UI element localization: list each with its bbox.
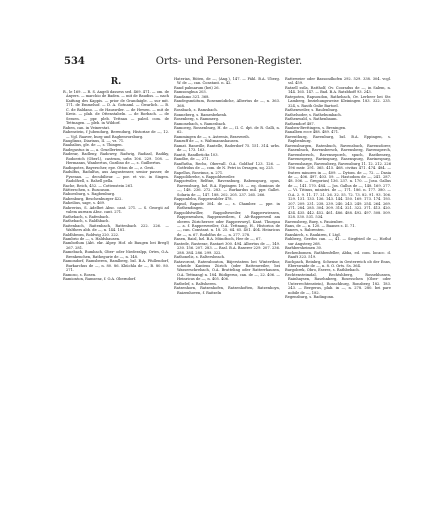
index-entry: Ruchpach, Reinbrg, Schense in Oesterreich ob der Enns, Eberswaide de —, n. 8. O. Orts. Ss. 364.	[285, 259, 391, 269]
index-entry: Rappolöhrehe, s. Rappoldsweiler.	[174, 174, 236, 179]
index-entry: Rappotwiler, Relfine, Ravensburg, Rabenspurg, opus, Ravensburg, bzl. B.A. Eppingen 10. — eq. dominus de —, 148. 236. 272. 283. — Burkardus mil. ppr. Gallet. Solaria de —, 147. 188. 202. 205. 237. 265. 266.	[174, 179, 280, 197]
index-entry: Ranflutha, Rechs, Obervall. O.A. Goldhof 123. 126. — Gotfridus de —, com. de N. Petri in Orsagen, sq. 225.	[174, 161, 280, 171]
index-entry: Ranzuff de —, s. Waltmannshausen.	[174, 139, 240, 144]
index-entry: Rossbach, s. Ramsbach.	[174, 108, 218, 113]
index-entry: Ranskirch, s. Raukiren, f. Ltgl.	[285, 232, 341, 237]
index-entry: Randamo 321. 368.	[174, 94, 210, 99]
index-entry: Raabalius, gle. de —, s. Thingen.	[63, 143, 123, 148]
index-entry: Rathenwald, s. Rathenbaum.	[285, 117, 338, 122]
index-entry: Ramoerg, Rossenburg, H. de —, II. C. dpt. de R. Galli, n. 62.	[174, 125, 280, 135]
index-entry: Ratbelef, s. Raltsheren.	[174, 281, 217, 286]
index-entry: Rätterschen, s. Rusouson.	[63, 187, 111, 192]
index-entry: Rambrio de —, s. Haldshausen.	[63, 236, 121, 241]
index-entry: Rapellus, Rosvinus, n. 271.	[174, 170, 224, 175]
index-entry: Rosenberg, s. Rammerg.	[174, 117, 220, 122]
index-entry: Rabenburg, Beschenburger 422.	[63, 196, 123, 201]
index-entry: Rathendorf 487.	[285, 121, 315, 126]
index-entry: Ramoso, s. Rosen.	[63, 272, 97, 277]
index-column-3	[285, 77, 391, 469]
index-entry: Raventhurg, Ravenburg, bzl. B.A. Eppingen, s. Rapbenburg.	[285, 134, 391, 144]
index-entry: Rechenbomen, Rathbenfeller, Abba, ed. com. locacc. d. Rauft 323. 519.	[285, 250, 391, 260]
index-entry: Regensburg, s. Radingonn.	[285, 295, 335, 300]
index-entry: Rechtensteimdal, Rechtshberg, Rossehlussen, Rainhaysen, Rasehnberg, Rosesschen (Ober- oder Unterrechtenstein), Ronschburg, Ronsberg 182. 183. 243. — Bergerus, plab. in —, n. 278. 280. bei pare nobile de —, 182.	[285, 272, 391, 295]
index-entry: Radegustus in —, a. Gruellertensi.	[63, 147, 126, 152]
index-entry: Radulfus, Radulfus, aus Angustenser, senior passer, de Fysenau. — decubilieur. — por. et vic. in Singen. Radolfzell, s. Rahell pella.	[63, 170, 169, 184]
page-number: 534	[64, 56, 85, 67]
index-entry: Rahrerius, S. Adelbet Absc. cant. 271. — S. Georgii ad valem auream Absc. cant. 271.	[63, 205, 169, 215]
index-entry: Rans, de —, n. 120. — Baanes s. II. 71.	[285, 223, 356, 228]
index-entry: Raldhbeom, Roldwig 220. 222.	[63, 232, 120, 237]
index-entry: Ronneberg, s. Ramesbekenh.	[174, 112, 228, 117]
index-entry: Rabenstein, f Jubendurg, Berendurg, Historiae de —, 12. — Vgl. Raaver, burg und Ragbenvorsburg.	[63, 130, 169, 139]
index-entry: R., le 169. — R. S. Angeli dassess sed. 469. 471. — om. de Anyers. — marchio de Baden. — mit de Baudiss. — nach Kaifung des Kappis. — prior de Grandaigle. — sur mit. 171. de Emmelsof. — D. A. Gotnaml. — Gwarlich. — B. C. de Baldano. — de Hauswiler. — de Hewen. — mit de Kreis. — plab. de Ottenstabeln. — de Rorbach. — de Sessen. — ppr. pleb. Tettnau — paled. com. de Tettnagen. — pleb. in Wildorf.	[63, 90, 169, 126]
index-entry: Raheilius, sage, s. 469.	[63, 201, 106, 206]
index-entry: Ramonebach, s. Ramesbach.	[174, 121, 227, 126]
index-entry: Radinpotes, Bayerscher, epe. Otton de —, z. Gesü.	[63, 165, 155, 170]
index-entry: Ramionton, Ramsenz, f. O.A. Oberndorf.	[63, 277, 137, 282]
index-entry: Raderar, Radleny, Radowey, Radwig, Radiasl, Radiky, Rodoerich (Oberl.), castrum, urbs 106. 229. 108. — Hermanns, Wanbertus, Gozilino de —, s. Guilbertus.	[63, 152, 169, 166]
index-entry: Rastede, Rasterae, Rastaet 300. 494. Albertus de —, 149. 230. 156. 207. 283. — Rasl. B.A. Baserer 229. 207. 236. 288. 384. 286. 299. 322.	[174, 241, 280, 255]
index-entry: Raitenbach, Raitenbach, Rattenbach 222. 226. — Walthers abb. de —, n. 144. 181.	[63, 223, 169, 233]
index-entry: Barhbersheimen 30.	[285, 246, 323, 251]
index-entry: Ratepoten, Rapsoudon, Rathebach, Ov. Lerbeer bei Str. Lamberg, beziehungsweise Kleiningen 183. 322. 235. 324, s. Rauth Onlie Bartoel.	[285, 94, 391, 108]
page-header	[64, 56, 394, 70]
index-entry: Raners, s. Rabrenten.	[285, 228, 325, 233]
index-entry: Ratzell ssila, Rattholf, Ov. Cooradus de —, in Salem, n. 144. 165. 147. — Bad. B.A. Ratzbhoff 93. 243.	[285, 85, 391, 95]
index-entry: Rauglinus, Diarinus, II. —, vz. 71.	[63, 138, 125, 143]
index-entry: Ramat. Ranwille, Rantelle, Raderdorf 75. 151. 314. urbs. de —, 173. 163.	[174, 143, 280, 153]
index-entry: Raboesburg, s. Ragbenburg.	[63, 192, 116, 197]
index-entry: Rammingen de —, s. Astrenis, Brarsweih.	[174, 134, 250, 139]
index-entry: Rauben-Brettingen, s. Breningen.	[285, 125, 347, 130]
index-entry: Rathebach, s. Raldhbach.	[63, 219, 110, 224]
index-entry: Ratavoront, Raterabouton, Bäjerstatem bei Winterthur, scheide Kantens Zürich (oder Rattenweiler, bei Wasserschrebach, O.A. Bratteling oder Ratterrhausen, O.A. Tettnang) n. 184. Rüdigerus, can. de —, 22. 406. — Heinricus de —, n. 405. 406.	[174, 259, 280, 282]
index-entry: Rache, Reich, 452. — Cottenstein 261.	[63, 183, 134, 188]
index-entry: Ramebach, Rumbach, Ober- oder Niederalpp, Ortes, O.A. Brenkenchen, Rathegurie de —, n. 148.	[63, 250, 169, 259]
index-entry: Rathehach, s. Rafenbach.	[63, 214, 110, 219]
index-entry: Raben, can. in Veinerstat.	[63, 125, 111, 130]
index-entry: Ramsongbua 203.	[174, 90, 207, 95]
index-entry: Randegsmüitum, Rosenmüdiche, Albertus de —, n. 363. 368.	[174, 99, 280, 108]
index-entry: Rathelsoder, s. Rathebumbach.	[285, 112, 342, 117]
index-entry: Haterias, Rüten, de —, (Ang.), 147. — Fähl. B.A. Überg. W. de —, can. Constant. n. 42.	[174, 77, 280, 86]
index-entry: Rathonelis, s. Raltersbeach.	[174, 255, 226, 260]
index-entry: Ranalben ecce 488. 489. 471.	[285, 130, 340, 135]
index-entry: Rand palmarum (bei) 26.	[174, 85, 220, 90]
index-entry: Ravensberg, Buey, s. Pauienbre.	[285, 219, 344, 224]
index-entry: Ravensburgen, Ratenbuch, Ravensbuch, Ravensdorer, Rasenbuch, Ravensbersch, Ravensberg, Ravensperch, Ravensbersch, Ravenseporch, spuch, Rastbenerg, Ravenesperg, Ravinspurg, Rasenspurg, Ravinespurg, Ravensbarge, Ravensberg, Ravensburg 11. 12. 212. 226 196 mstr. 291. 365. 415. 468. civitas 471. 474. 484. — fratres minores in —, 409. — Dytom. de —, 72. — Dasia de —, 406. 497. 403. 59. — Hastodom de —, 241. 287. 48. 506. — Gregorius) 136. 237. n. 170. — Josu. Gallus de —, 141. 170. 484. — Jos. Gallus de —, 148. 169. 277. — Vi. Titinus, ministri. de —, 171. 186. n. 177. 380. — O.A. 2. 9. 11. 17. 21. 26. 32. 55. 72. 73. 82. 91. 93. 106. 129. 131. 133. 136. 143. 144. 150. 169. 173. 174. 193. 207. 209. 231. 238. 239. 240. 243. 249. 254. 264. 269. 271. 284. 285. 304. 309. 314. 321. 322. 371. 413. 420. 434. 435. 442. 452. 461. 486. 488. 492. 497. 508. 509. 528. 530. 531. 534.	[285, 143, 391, 220]
index-entry: Ramondorf, Ramsberen, Ramlberg, bzl. B.A. Pfullendorf, Burkarchus de —, n. 80. 86. Khüchla de —, B. 80. 80. 271.	[63, 259, 169, 273]
index-entry: Rapponlebu, Roppenvalder 478.	[174, 197, 233, 202]
index-entry: Rantit, Randbrücks 103.	[174, 152, 219, 157]
index-entry: Ratteweier oder Bassondhofen 292. 529. 338. 304. vcgl. ssl. 459.	[285, 77, 391, 86]
index-entry: Rapud, Rapode 304. de —, s. Chamber. — ppe. in Rothendingen.	[174, 201, 280, 211]
index-entry: Rappoldstwiller, Rappoltsweiler, Rapperwiessen, Rappenwahen, Rappenswilern, f. Alt-Rapperswil am oberen Zürichersee oder Rappersweyl, Kant. Thurgau — a. f. Rappersweiler, O.A. Tettnang, H., Historica de —, can. Constant. n. 18. 25. 64. 65. 401. 404. Heinricus de —, n. 67. Rodolfus de —, n. 277. 278.	[174, 210, 280, 237]
section-letter: R.	[110, 77, 122, 87]
index-entry: Rambotlum (Abt. ekr. Alpey. Hof. ob Baugen bei Bregl) 267. 281.	[63, 241, 169, 250]
index-entry: Ratzenhorn, Ratzenhofen, Ratzenhoften, Ratzenhoyn, Raizenhoven, f. Raitzeln	[174, 286, 280, 295]
running-title: Orts- und Personen-Register.	[155, 56, 303, 67]
index-column-2	[174, 77, 280, 469]
index-entry: Rathenweiler, s. Raulenburg.	[285, 108, 339, 113]
index-entry: Burgobrek, Obro, Eseres, s. Rathbebach.	[285, 268, 360, 273]
index-entry: Rasen, Raisl, bzl. B.A. Mündtoch, Hee de —, 67.	[174, 237, 262, 242]
index-entry: Ruhberg, Gerifos can. —, 41. — Siegfried de —, Hotluf sur Angsterg 268.	[285, 237, 391, 246]
index-entry: Randbe, de —, 271.	[174, 157, 210, 162]
index-column-1	[63, 77, 169, 469]
